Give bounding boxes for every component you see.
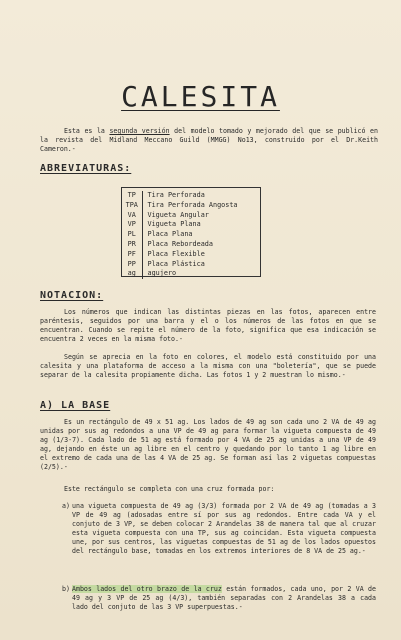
abbreviation-code: PP (122, 260, 142, 270)
abbreviation-code: VP (122, 220, 142, 230)
abbreviation-row (122, 191, 238, 201)
abbreviation-description: Vigueta Angular (147, 210, 209, 219)
item-b-label: b) (62, 585, 70, 593)
base-paragraph-2: Este rectángulo se completa con una cruz formada por: (64, 485, 275, 493)
item-b-highlight: Ambos lados del otro brazo de la cruz (72, 585, 222, 593)
abbreviation-description: Tira Perforada (147, 191, 205, 199)
abbreviation-row (122, 220, 238, 230)
abbreviation-row (122, 240, 238, 250)
abbreviation-description: Placa Flexible (147, 249, 205, 258)
abbreviation-description: Placa Rebordeada (147, 239, 213, 248)
notacion-heading: NOTACION: (40, 290, 104, 301)
abbreviation-description: Tira Perforada Angosta (147, 200, 238, 209)
item-b-text: están formados, cada uno, por 2 VA de 49 ag y 3 VP de 25 ag (4/3), también separadas con 2 Arandelas 38 a cada lado del conjuto de las 3 VP superpuestas.- (72, 585, 376, 611)
abbreviation-code: PR (122, 240, 142, 250)
base-heading: A) LA BASE (40, 400, 111, 411)
item-a-text: una vigueta compuesta de 49 ag (3/3) formada por 2 VA de 49 ag (tomadas a 3 VP de 49 ag (adosadas entre sí por sus ag redondos. Entre cada VA y el conjuto de 3 VP, se deben colocar 2 Arandelas 38 de manera tal que al cruzar esta vigueta compuesta con una TP, sus ag coincidan. Esta vigueta compuesta une, por sus centros, las viguetas compuestas de 51 ag de los lados opuestos del rectángulo base, tomadas en los extremos interiores de 8 VA de 25 ag.- (72, 502, 376, 555)
base-item-a (62, 502, 376, 556)
abbreviations-table (121, 187, 261, 277)
abbreviation-code: TPA (122, 201, 142, 211)
page-title: CALESITA (121, 80, 280, 113)
abbreviation-code: ag (122, 269, 142, 279)
abbreviation-code: TP (122, 191, 142, 201)
abbreviation-description: agujero (147, 269, 177, 278)
abbreviation-row (122, 211, 238, 221)
abbreviations-heading: ABREVIATURAS: (40, 163, 132, 174)
abbreviation-row (122, 201, 238, 211)
abbreviation-row (122, 269, 238, 279)
abbreviation-row (122, 230, 238, 240)
abbreviation-row (122, 250, 238, 260)
base-item-b (62, 585, 376, 612)
abbreviation-code: PF (122, 250, 142, 260)
abbreviation-description: Placa Plana (147, 230, 193, 239)
abbreviation-code: VA (122, 211, 142, 221)
abbreviation-description: Vigueta Plana (147, 220, 201, 229)
abbreviation-code: PL (122, 230, 142, 240)
abbreviation-row (122, 260, 238, 270)
notacion-paragraph-1: Los números que indican las distintas piezas en las fotos, aparecen entre paréntesis, seguidos por una barra y el o los números de las fotos en que se encuentran. Cuando se repite el número de la foto, significa que esa indicación se encuentra 2 veces en la misma foto.- (40, 308, 376, 343)
notacion-paragraph-2: Según se aprecia en la foto en colores, el modelo está constituido por una calesita y una plataforma de acceso a la misma con una "boletería", que se puede separar de la calesita propiamente dicha. Las fotos 1 y 2 muestran lo mismo.- (40, 353, 376, 379)
item-a-label: a) (62, 502, 70, 510)
abbreviation-description: Placa Plástica (147, 259, 205, 268)
base-paragraph-1: Es un rectángulo de 49 x 51 ag. Los lados de 49 ag son cada uno 2 VA de 49 ag unidas por sus ag redondos a una VP de 49 ag para formar la vigueta compuesta de 49 ag (1/3-7). Cada lado de 51 ag está formado por 4 VA de 25 ag unidas a una VP de 49 ag, dejando en éste un ag libre en el centro y quedando por lo tanto 1 ag libre en el extremo de cada una de las 4 VA de 25 ag. Se forman así las 2 viguetas compuestas (2/5).- (40, 418, 376, 471)
intro-paragraph: Esta es la segunda versión del modelo tomado y mejorado del que se publicó en la revista del Midland Meccano Guild (MMGG) No13, construido por el Dr.Keith Cameron.- (40, 127, 378, 153)
